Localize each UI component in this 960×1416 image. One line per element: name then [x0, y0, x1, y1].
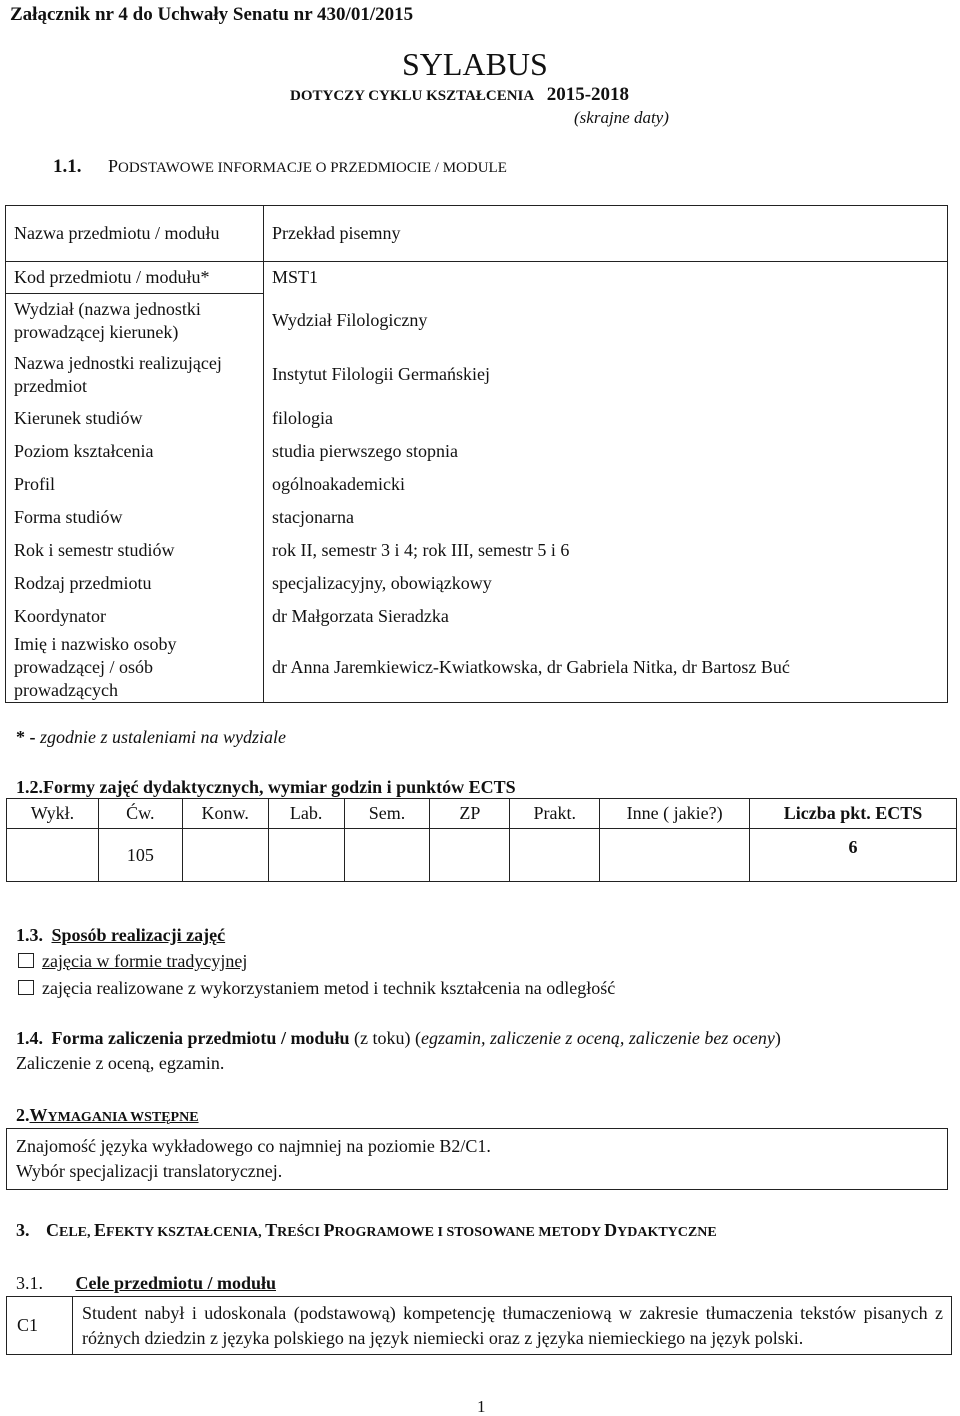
title-part: C — [46, 1220, 59, 1240]
info-value: filologia — [272, 407, 333, 428]
info-row — [6, 600, 948, 633]
hours-header-cell: Sem. — [344, 799, 430, 829]
hours-value-cell — [510, 829, 600, 882]
info-row — [6, 348, 948, 402]
cycle-label: DOTYCZY CYKLU KSZTAŁCENIA — [290, 88, 535, 104]
section-1-4-heading — [16, 1028, 781, 1049]
section-number: 1.4. — [16, 1028, 43, 1048]
page-number: 1 — [477, 1397, 486, 1416]
hours-header-cell: Ćw. — [98, 799, 182, 829]
info-row — [6, 501, 948, 534]
section-1-3-heading — [16, 925, 225, 946]
section-1-1-heading — [53, 156, 507, 178]
document-title: SYLABUS — [402, 46, 548, 82]
info-label: Nazwa jednostki realizującej przedmiot — [6, 348, 264, 402]
hours-header-cell: ZP — [430, 799, 510, 829]
info-label: Forma studiów — [6, 501, 264, 534]
info-label: Rok i semestr studiów — [6, 534, 264, 567]
section-3-heading — [16, 1220, 717, 1241]
section-3-1-heading — [16, 1273, 276, 1294]
hours-value-cell — [7, 829, 99, 882]
section-title-initial: W — [29, 1105, 48, 1125]
section-number: 1.1. — [53, 156, 82, 177]
title-part: P — [323, 1220, 335, 1240]
info-row — [6, 468, 948, 501]
info-label: Kierunek studiów — [6, 402, 264, 435]
section-number: 2. — [16, 1105, 30, 1125]
info-value: rok II, semestr 3 i 4; rok III, semestr 5 i 6 — [272, 539, 570, 560]
paren-close: ) — [774, 1028, 781, 1048]
info-value: Przekład pisemny — [264, 206, 948, 262]
cycle-years: 2015-2018 — [546, 84, 630, 105]
hours-value-cell: 105 — [98, 829, 182, 882]
hours-value-cell — [182, 829, 268, 882]
title-part: REŚCI — [277, 1225, 324, 1240]
section-number: 3. — [16, 1220, 30, 1240]
info-value: studia pierwszego stopnia — [272, 440, 458, 461]
info-row — [6, 206, 948, 262]
option-traditional[interactable] — [18, 951, 247, 972]
section-title: Forma zaliczenia przedmiotu / modułu — [51, 1028, 350, 1048]
objective-row — [7, 1297, 952, 1355]
info-value: dr Małgorzata Sieradzka — [272, 605, 449, 626]
section-title: ODSTAWOWE INFORMACJE O PRZEDMIOCIE / MODULE — [118, 160, 507, 176]
info-value: MST1 — [272, 267, 319, 288]
info-label: Kod przedmiotu / modułu* — [6, 262, 264, 294]
section-1-2-title: 1.2.Formy zajęć dydaktycznych, wymiar godzin i punktów ECTS — [16, 777, 516, 797]
cycle-line — [290, 84, 629, 106]
hours-value-cell — [268, 829, 344, 882]
title-part: E — [94, 1220, 107, 1240]
section-title: YMAGANIA WSTĘPNE — [47, 1110, 199, 1125]
objectives-table — [6, 1296, 952, 1355]
info-row — [6, 567, 948, 600]
info-value: Instytut Filologii Germańskiej — [272, 364, 490, 384]
paren-open: ( — [414, 1028, 421, 1048]
section-title: Cele przedmiotu / modułu — [75, 1273, 276, 1293]
section-number: 1.3. — [16, 925, 43, 945]
objective-code: C1 — [7, 1297, 73, 1355]
info-value: stacjonarna — [272, 506, 354, 527]
hours-value-cell — [344, 829, 430, 882]
footnote-mark: * - — [16, 727, 36, 747]
info-label: Profil — [6, 468, 264, 501]
course-info-table — [5, 205, 948, 703]
info-value: Wydział Filologiczny — [272, 310, 428, 330]
hours-header-cell: Konw. — [182, 799, 268, 829]
info-row — [6, 534, 948, 567]
info-label: Wydział (nazwa jednostki prowadzącej kierunek) — [6, 294, 264, 348]
info-value: specjalizacyjny, obowiązkowy — [272, 572, 492, 593]
info-value: ogólnoakademicki — [272, 473, 405, 494]
requirement-line: Znajomość języka wykładowego co najmniej na poziomie B2/C1. — [16, 1136, 491, 1156]
option-label: zajęcia w formie tradycyjnej — [42, 951, 248, 971]
info-row — [6, 435, 948, 468]
title-part: YDAKTYCZNE — [617, 1225, 717, 1240]
info-row — [6, 294, 948, 348]
hours-table — [6, 798, 957, 882]
footnote-text: zgodnie z ustaleniami na wydziale — [40, 727, 286, 747]
section-2-heading — [16, 1105, 199, 1126]
requirements-box — [6, 1128, 948, 1190]
assessment-options: egzamin, zaliczenie z oceną, zaliczenie bez oceny — [420, 1028, 775, 1048]
info-value: dr Anna Jaremkiewicz-Kwiatkowska, dr Gabriela Nitka, dr Bartosz Buć — [272, 656, 790, 677]
hours-value-cell — [600, 829, 750, 882]
section-title: Sposób realizacji zajęć — [51, 925, 226, 945]
hours-header-cell: Wykł. — [7, 799, 99, 829]
info-label: Poziom kształcenia — [6, 435, 264, 468]
info-row — [6, 633, 948, 703]
requirement-line: Wybór specjalizacji translatorycznej. — [16, 1161, 283, 1181]
dates-note: (skrajne daty) — [574, 108, 669, 127]
hours-value-cell — [430, 829, 510, 882]
option-label: zajęcia realizowane z wykorzystaniem metod i technik kształcenia na odległość — [42, 978, 616, 998]
section-number: 3.1. — [16, 1273, 43, 1293]
title-part: ELE, — [59, 1225, 95, 1240]
option-remote[interactable] — [18, 978, 615, 999]
title-part: FEKTY KSZTAŁCENIA, — [106, 1225, 266, 1240]
info-label: Nazwa przedmiotu / modułu — [6, 206, 264, 262]
info-label: Imię i nazwisko osoby prowadzącej / osób prowadzących — [6, 633, 264, 703]
title-part: T — [265, 1220, 278, 1240]
hours-header-cell: Inne ( jakie?) — [600, 799, 750, 829]
assessment-value: Zaliczenie z oceną, egzamin. — [16, 1053, 225, 1073]
info-row — [6, 262, 948, 294]
info-label: Rodzaj przedmiotu — [6, 567, 264, 600]
objective-text: Student nabył i udoskonala (podstawową) kompetencję tłumaczeniową w zakresie tłumaczenia tekstów pisanych z różnych dziedzin z języka polskiego na język niemiecki oraz z języka niemieckiego na język polski. — [82, 1303, 943, 1348]
hours-header-cell: Lab. — [268, 799, 344, 829]
checkbox-icon[interactable] — [18, 953, 34, 968]
hours-value-cell: 6 — [750, 829, 957, 882]
hours-header-cell: Liczba pkt. ECTS — [750, 799, 957, 829]
info-row — [6, 402, 948, 435]
from-toku: (z toku) — [353, 1028, 411, 1048]
section-title-initial: P — [108, 156, 119, 176]
footnote — [16, 727, 286, 748]
checkbox-icon[interactable] — [18, 980, 34, 995]
hours-header-cell: Prakt. — [510, 799, 600, 829]
annex-reference: Załącznik nr 4 do Uchwały Senatu nr 430/01/2015 — [10, 4, 414, 25]
title-part: ROGRAMOWE I STOSOWANE METODY — [334, 1225, 605, 1240]
info-label: Koordynator — [6, 600, 264, 633]
title-part: D — [604, 1220, 618, 1240]
